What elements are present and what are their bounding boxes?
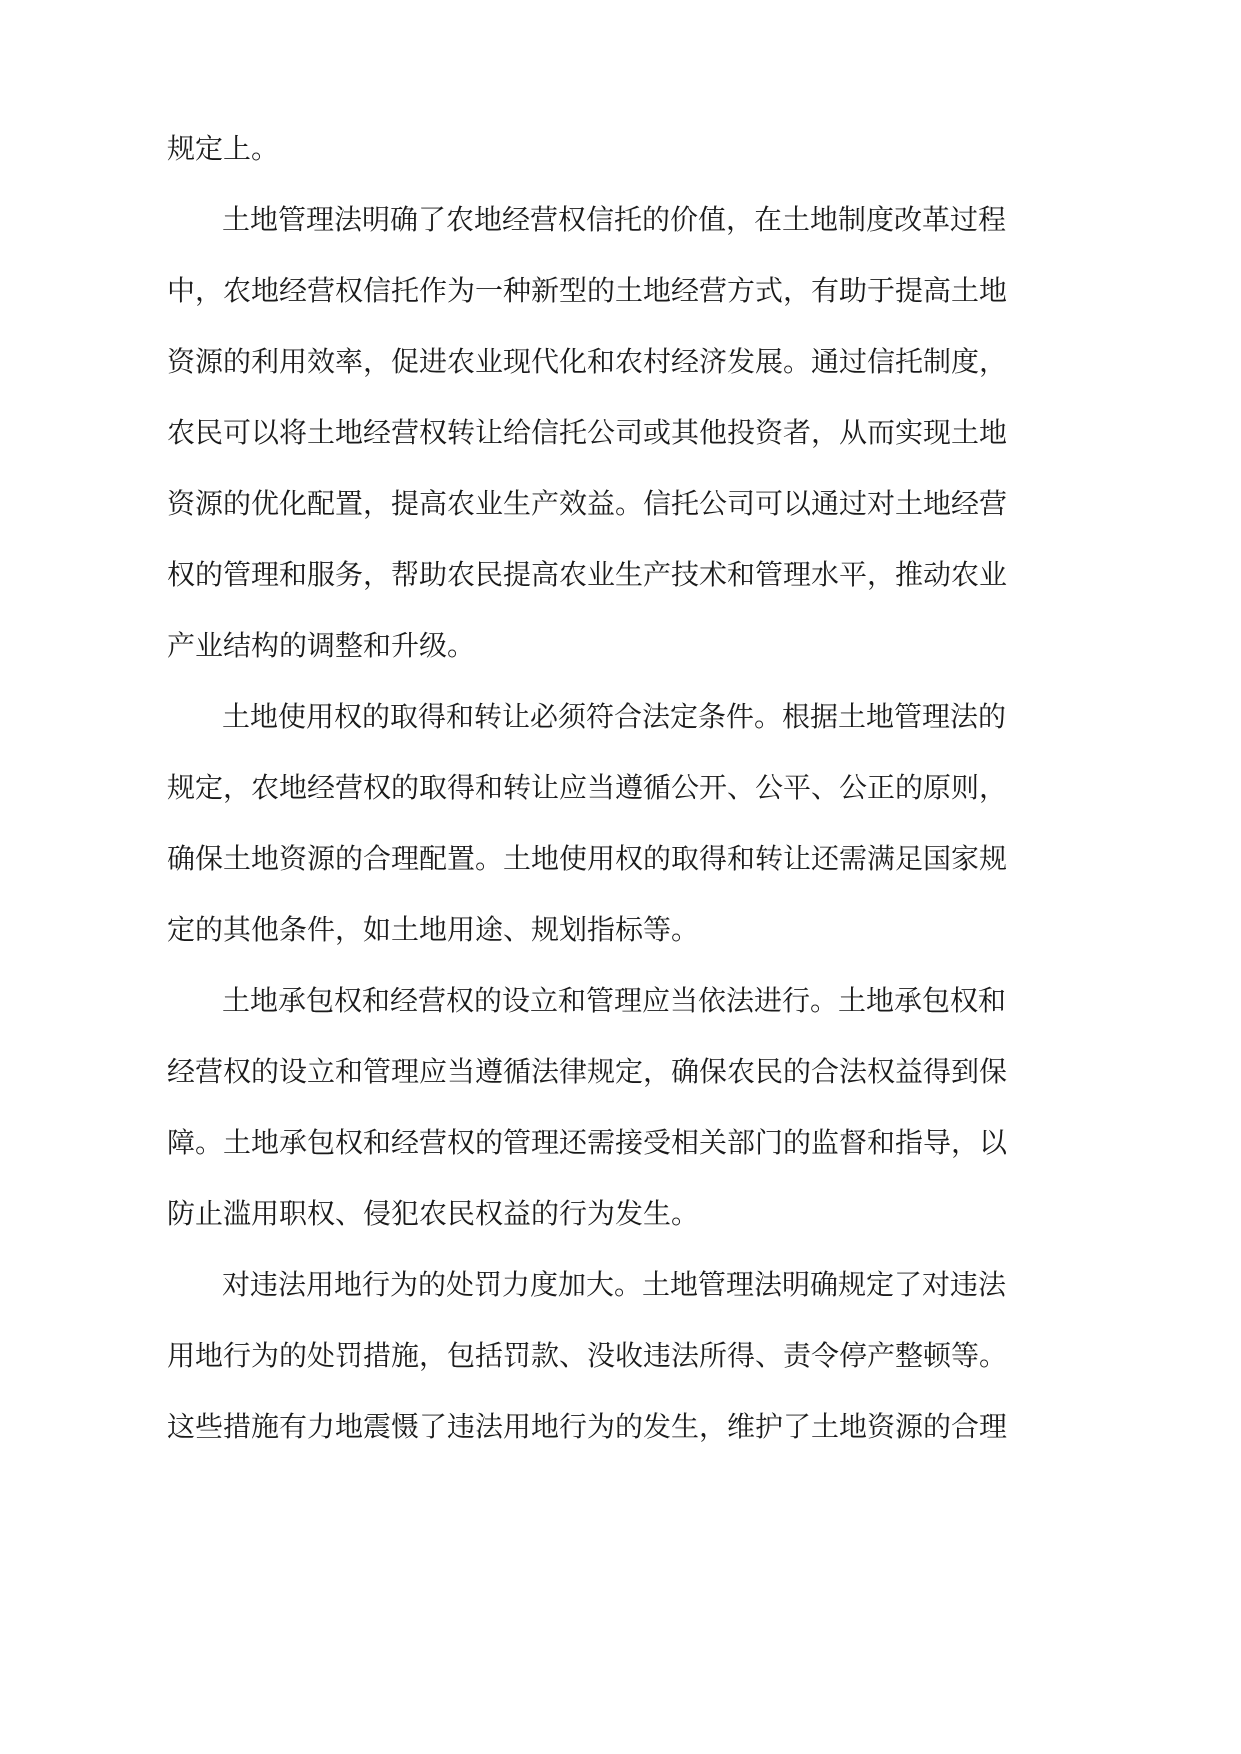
text-line: 中，农地经营权信托作为一种新型的土地经营方式，有助于提高土地 <box>167 274 1008 307</box>
text-line: 资源的优化配置，提高农业生产效益。信托公司可以通过对土地经营 <box>167 487 1008 520</box>
text-line: 定的其他条件，如土地用途、规划指标等。 <box>167 913 700 946</box>
text-line: 这些措施有力地震慑了违法用地行为的发生，维护了土地资源的合理 <box>167 1410 1008 1443</box>
paragraph-first-line: 对违法用地行为的处罚力度加大。土地管理法明确规定了对违法 <box>222 1268 1007 1301</box>
paragraph-first-line: 土地管理法明确了农地经营权信托的价值，在土地制度改革过程 <box>222 203 1007 236</box>
text-line: 规定，农地经营权的取得和转让应当遵循公开、公平、公正的原则， <box>167 771 1008 804</box>
text-line: 经营权的设立和管理应当遵循法律规定，确保农民的合法权益得到保 <box>167 1055 1008 1088</box>
text-line: 确保土地资源的合理配置。土地使用权的取得和转让还需满足国家规 <box>167 842 1008 875</box>
text-line: 权的管理和服务，帮助农民提高农业生产技术和管理水平，推动农业 <box>167 558 1008 591</box>
text-line: 农民可以将土地经营权转让给信托公司或其他投资者，从而实现土地 <box>167 416 1008 449</box>
text-line: 资源的利用效率，促进农业现代化和农村经济发展。通过信托制度， <box>167 345 1008 378</box>
paragraph-first-line: 土地使用权的取得和转让必须符合法定条件。根据土地管理法的 <box>222 700 1007 733</box>
text-line: 产业结构的调整和升级。 <box>167 629 476 662</box>
text-line: 用地行为的处罚措施，包括罚款、没收违法所得、责令停产整顿等。 <box>167 1339 1008 1372</box>
paragraph-first-line: 土地承包权和经营权的设立和管理应当依法进行。土地承包权和 <box>222 984 1007 1017</box>
text-line: 防止滥用职权、侵犯农民权益的行为发生。 <box>167 1197 700 1230</box>
text-line: 障。土地承包权和经营权的管理还需接受相关部门的监督和指导，以 <box>167 1126 1008 1159</box>
text-line: 规定上。 <box>167 132 280 165</box>
